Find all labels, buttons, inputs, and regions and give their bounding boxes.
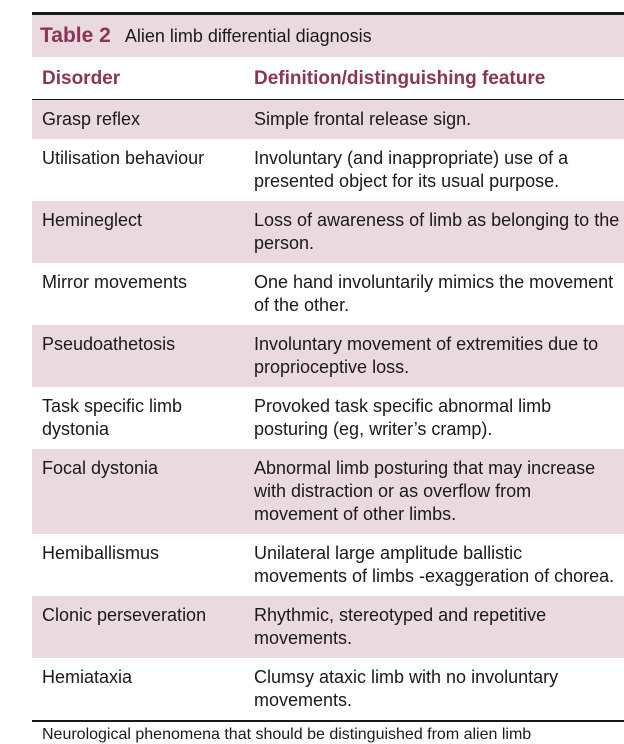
table-caption [32,15,624,59]
definition-cell: Simple frontal release sign. [254,109,472,129]
column-header-disorder: Disorder [42,68,121,89]
disorder-cell: Grasp reflex [42,109,141,129]
disorder-cell: Focal dystonia [42,458,159,478]
table-2 [32,12,624,744]
disorder-cell: Pseudoathetosis [42,334,176,354]
definition-cell: Unilateral large amplitude ballistic movements of limbs -exaggeration of chorea. [254,543,615,586]
definition-cell: Loss of awareness of limb as belonging to the person. [254,210,620,253]
disorder-cell: Utilisation behaviour [42,148,205,168]
definition-cell: Abnormal limb posturing that may increase with distraction or as overflow from movement of other limbs. [254,458,596,524]
definition-cell: Involuntary movement of extremities due to proprioceptive loss. [254,334,599,377]
definition-cell: One hand involuntarily mimics the movement of the other. [254,272,614,315]
disorder-cell: Hemiataxia [42,667,133,687]
table-row [32,534,624,596]
definition-cell: Clumsy ataxic limb with no involuntary movements. [254,667,559,710]
disorder-cell: Clonic perseveration [42,605,207,625]
disorder-cell: Hemineglect [42,210,143,230]
table-row [32,658,624,720]
table-row [32,201,624,263]
table-row [32,387,624,449]
column-header-definition: Definition/distinguishing feature [254,68,546,89]
table-number: Table 2 [40,24,111,47]
table-footnote: Neurological phenomena that should be distinguished from alien limb [42,726,532,743]
table-row [32,100,624,139]
table-body [32,99,624,720]
definition-cell: Involuntary (and inappropriate) use of a presented object for its usual purpose. [254,148,569,191]
definition-cell: Rhythmic, stereotyped and repetitive movements. [254,605,547,648]
table-header-row [32,59,624,99]
disorder-cell: Task specific limb dystonia [42,396,183,439]
table-row [32,263,624,325]
table-row [32,596,624,658]
table-row [32,449,624,534]
table-row [32,139,624,201]
table-row [32,325,624,387]
disorder-cell: Mirror movements [42,272,188,292]
table-title: Alien limb differential diagnosis [124,25,372,46]
disorder-cell: Hemiballismus [42,543,160,563]
definition-cell: Provoked task specific abnormal limb posturing (eg, writer’s cramp). [254,396,552,439]
